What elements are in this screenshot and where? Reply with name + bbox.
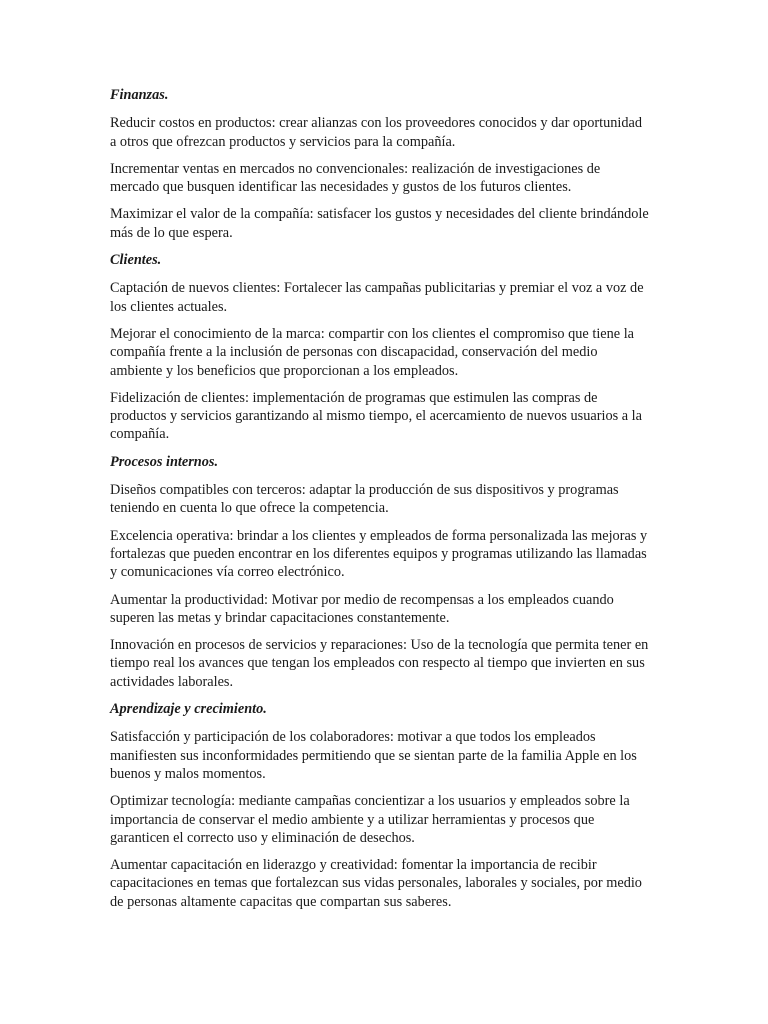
paragraph: Diseños compatibles con terceros: adaptar la producción de sus dispositivos y programas teniendo en cuenta lo que ofrece la competencia. (110, 482, 619, 517)
paragraph: Fidelización de clientes: implementación de programas que estimulen las compras de productos y servicios garantizando al mismo tiempo, el acercamiento de nuevos usuarios a la compañía. (110, 389, 643, 443)
section-heading: Finanzas. (110, 87, 169, 103)
paragraph: Incrementar ventas en mercados no convencionales: realización de investigaciones de mercado que busquen identificar las necesidades y gustos de los futuros clientes. (110, 160, 601, 196)
paragraph: Reducir costos en productos: crear alianzas con los proveedores conocidos y dar oportunidad a otros que ofrezcan productos y servicios para la compañía. (110, 115, 642, 150)
section-heading: Aprendizaje y crecimiento. (110, 701, 267, 718)
paragraph: Excelencia operativa: brindar a los clientes y empleados de forma personalizada las mejoras y fortalezas que pueden encontrar en los diferentes equipos y programas utilizando las llamadas y comunicaciones vía correo electrónico. (110, 527, 648, 581)
paragraph: Mejorar el conocimiento de la marca: compartir con los clientes el compromiso que tiene la compañía frente a la inclusión de personas con discapacidad, conservación del medio ambiente y los beneficios que proporcionan a los empleados. (110, 325, 635, 379)
paragraph: Optimizar tecnología: mediante campañas concientizar a los usuarios y empleados sobre la importancia de conservar el medio ambiente y a utilizar herramientas y procesos que garanticen el correcto uso y eliminación de desechos. (110, 793, 630, 846)
paragraph: Innovación en procesos de servicios y reparaciones: Uso de la tecnología que permita tener en tiempo real los avances que tengan los empleados con respecto al tiempo que invierten en sus actividades laborales. (110, 637, 649, 690)
paragraph: Satisfacción y participación de los colaboradores: motivar a que todos los empleados manifiesten sus inconformidades permitiendo que se sientan parte de la familia Apple en los buenos y malos momentos. (110, 729, 637, 782)
paragraph: Captación de nuevos clientes: Fortalecer las campañas publicitarias y premiar el voz a voz de los clientes actuales. (110, 280, 644, 315)
section-aprendizaje-crecimiento (110, 700, 650, 911)
paragraph: Aumentar la productividad: Motivar por medio de recompensas a los empleados cuando superen las metas y brindar capacitaciones constantemente. (110, 591, 614, 626)
paragraph: Aumentar capacitación en liderazgo y creatividad: fomentar la importancia de recibir capacitaciones en temas que fortalezcan sus vidas personales, laborales y sociales, por medio de personas altamente capacitas que compartan sus saberes. (110, 857, 642, 910)
section-heading: Clientes. (110, 252, 162, 269)
section-heading: Procesos internos. (110, 453, 219, 470)
document-page (110, 86, 650, 920)
section-procesos-internos (110, 453, 650, 691)
section-finanzas (110, 86, 650, 242)
section-clientes (110, 251, 650, 444)
paragraph: Maximizar el valor de la compañía: satisfacer los gustos y necesidades del cliente brindándole más de lo que espera. (110, 206, 649, 241)
